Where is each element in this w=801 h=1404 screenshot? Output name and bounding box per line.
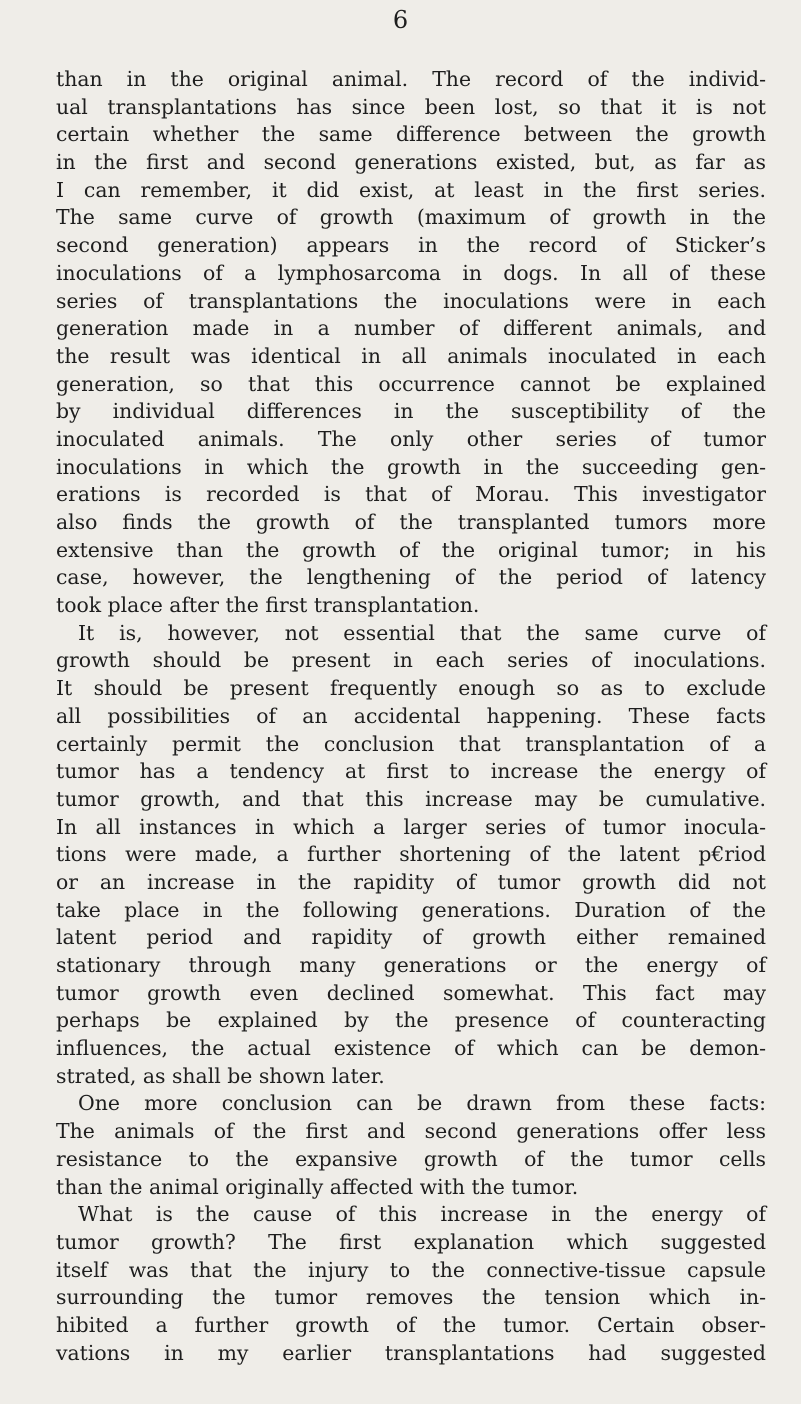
text-line: One more conclusion can be drawn from these facts: [78,1091,766,1116]
text-line: The animals of the first and second generations offer less [56,1119,766,1144]
text-line: the result was identical in all animals inoculated in each [56,343,766,368]
text-line: itself was that the injury to the connective-tissue capsule [56,1257,766,1282]
text-line: second generation) appears in the record of Sticker’s [56,233,766,258]
text-line: than in the original animal. The record of the individ- [56,67,766,91]
text-line: surrounding the tumor removes the tension which in- [56,1285,766,1310]
text-line: case, however, the lengthening of the period of latency [56,565,766,590]
text-line: latent period and rapidity of growth either remained [56,925,766,950]
text-line: take place in the following generations. Duration of the [56,897,766,922]
body-text [56,66,766,1367]
text-line: What is the cause of this increase in the energy of [78,1202,766,1227]
text-line: strated, as shall be shown later. [56,1063,385,1088]
text-line: tumor growth, and that this increase may be cumulative. [56,786,766,811]
text-line: vations in my earlier transplantations had suggested [56,1340,766,1365]
text-line: In all instances in which a larger series of tumor inocula- [56,814,766,839]
text-line: I can remember, it did exist, at least in the first series. [56,177,766,202]
text-line: tions were made, a further shortening of the latent p€riod [56,842,766,867]
text-line: influences, the actual existence of which can be demon- [56,1036,766,1061]
text-line: generation made in a number of different animals, and [56,316,766,341]
text-line: generation, so that this occurrence cannot be explained [56,371,766,396]
text-line: tumor growth even declined somewhat. This fact may [56,980,766,1005]
text-line: took place after the first transplantation. [56,593,480,618]
text-line: It should be present frequently enough so as to exclude [56,676,766,701]
text-line: than the animal originally affected with the tumor. [56,1174,579,1199]
text-line: resistance to the expansive growth of the tumor cells [56,1146,766,1171]
text-line: The same curve of growth (maximum of growth in the [56,205,766,230]
text-line: all possibilities of an accidental happening. These facts [56,703,766,728]
page-number: 6 [392,6,409,34]
text-line: certain whether the same difference between the growth [56,122,766,147]
text-line: tumor has a tendency at first to increase the energy of [56,759,766,784]
text-line: It is, however, not essential that the same curve of [78,620,766,645]
text-line: inoculations in which the growth in the succeeding gen- [56,454,766,479]
text-line: tumor growth? The first explanation which suggested [56,1229,766,1254]
text-line: inoculated animals. The only other series of tumor [56,426,766,451]
text-line: in the first and second generations existed, but, as far as [56,150,766,175]
text-line: also finds the growth of the transplanted tumors more [56,510,766,534]
text-line: perhaps be explained by the presence of counteracting [56,1008,766,1033]
text-line: inoculations of a lymphosarcoma in dogs. In all of these [56,260,766,285]
text-line: growth should be present in each series of inoculations. [56,648,766,673]
text-line: certainly permit the conclusion that transplantation of a [56,731,766,756]
text-line: or an increase in the rapidity of tumor growth did not [56,869,766,894]
text-line: series of transplantations the inoculations were in each [56,288,766,313]
text-line: erations is recorded is that of Morau. This investigator [56,482,766,507]
text-line: by individual differences in the susceptibility of the [56,399,766,424]
text-line: stationary through many generations or the energy of [56,953,766,977]
text-line: extensive than the growth of the original tumor; in his [56,537,766,562]
text-line: ual transplantations has since been lost, so that it is not [56,94,766,119]
text-line: hibited a further growth of the tumor. Certain obser- [56,1312,766,1337]
